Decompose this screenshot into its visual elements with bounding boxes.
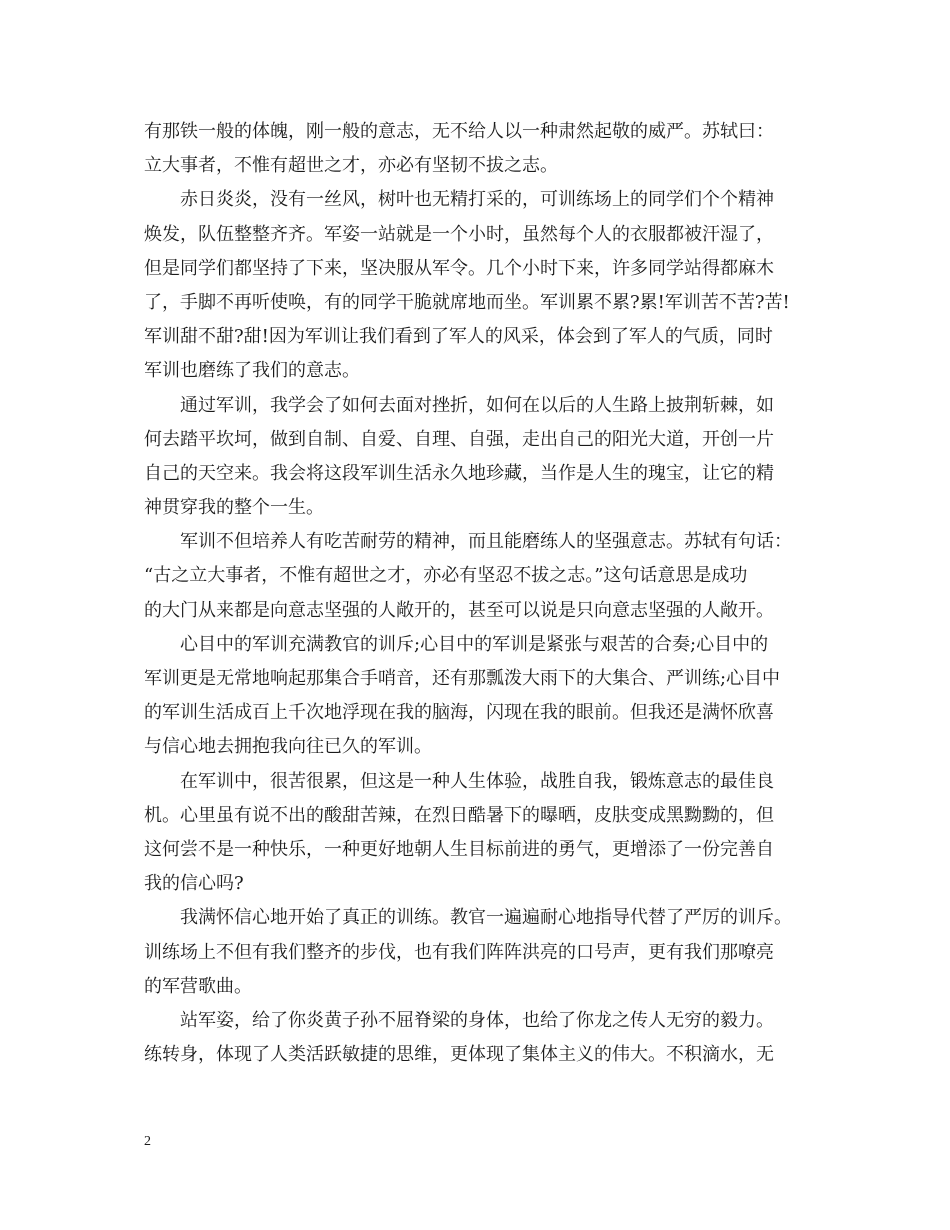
text-line: 机。心里虽有说不出的酸甜苦辣，在烈日酷暑下的曝晒，皮肤变成黑黝黝的，但 <box>144 804 774 826</box>
text-line: 立大事者，不惟有超世之才，亦必有坚韧不拔之志。 <box>144 155 558 177</box>
text-line: 焕发，队伍整整齐齐。军姿一站就是一个小时，虽然每个人的衣服都被汗湿了， <box>144 223 774 245</box>
text-line: 有那铁一般的体魄，刚一般的意志，无不给人以一种肃然起敬的威严。苏轼曰： <box>144 121 774 142</box>
text-line: 心目中的军训充满教官的训斥;心目中的军训是紧张与艰苦的合奏;心目中的 <box>180 633 769 655</box>
text-line: 我满怀信心地开始了真正的训练。教官一遍遍耐心地指导代替了严厉的训斥。 <box>180 907 792 929</box>
text-line: 通过军训，我学会了如何去面对挫折，如何在以后的人生路上披荆斩棘，如 <box>180 394 774 416</box>
text-line: 与信心地去拥抱我向往已久的军训。 <box>144 736 432 758</box>
text-line: 的军训生活成百上千次地浮现在我的脑海，闪现在我的眼前。但我还是满怀欣喜 <box>144 702 774 724</box>
text-line: 练转身，体现了人类活跃敏捷的思维，更体现了集体主义的伟大。不积滴水，无 <box>144 1044 774 1066</box>
text-line: 但是同学们都坚持了下来，坚决服从军令。几个小时下来，许多同学站得都麻木 <box>144 257 774 279</box>
text-line: 何去踏平坎坷，做到自制、自爱、自理、自强，走出自己的阳光大道，开创一片 <box>144 428 774 450</box>
text-line: 训练场上不但有我们整齐的步伐，也有我们阵阵洪亮的口号声，更有我们那嘹亮 <box>144 941 774 963</box>
text-line: 在军训中，很苦很累，但这是一种人生体验，战胜自我，锻炼意志的最佳良 <box>180 770 774 792</box>
body-text <box>144 115 820 1072</box>
text-line: 军训不但培养人有吃苦耐劳的精神，而且能磨练人的坚强意志。苏轼有句话： <box>180 531 792 553</box>
text-line: 这何尝不是一种快乐，一种更好地朝人生目标前进的勇气，更增添了一份完善自 <box>144 838 774 860</box>
text-line: 我的信心吗? <box>144 873 244 895</box>
text-line: 军训也磨练了我们的意志。 <box>144 360 360 382</box>
page-number: 2 <box>144 1134 151 1149</box>
text-line: 的大门从来都是向意志坚强的人敞开的，甚至可以说是只向意志坚强的人敞开。 <box>144 599 774 621</box>
text-line: 站军姿，给了你炎黄子孙不屈脊梁的身体，也给了你龙之传人无穷的毅力。 <box>180 1009 774 1031</box>
text-line: 了，手脚不再听使唤，有的同学干脆就席地而坐。军训累不累?累!军训苦不苦?苦! <box>144 291 790 313</box>
text-line: “古之立大事者，不惟有超世之才，亦必有坚忍不拔之志。”这句话意思是成功 <box>144 565 748 587</box>
text-line: 自己的天空来。我会将这段军训生活永久地珍藏，当作是人生的瑰宝，让它的精 <box>144 462 774 484</box>
text-line: 的军营歌曲。 <box>144 975 252 997</box>
text-line: 赤日炎炎，没有一丝风，树叶也无精打采的，可训练场上的同学们个个精神 <box>180 189 774 211</box>
text-line: 神贯穿我的整个一生。 <box>144 497 324 519</box>
text-line: 军训更是无常地响起那集合手哨音，还有那瓢泼大雨下的大集合、严训练;心目中 <box>144 668 781 689</box>
text-line: 军训甜不甜?甜!因为军训让我们看到了军人的风采，体会到了军人的气质，同时 <box>144 326 773 348</box>
